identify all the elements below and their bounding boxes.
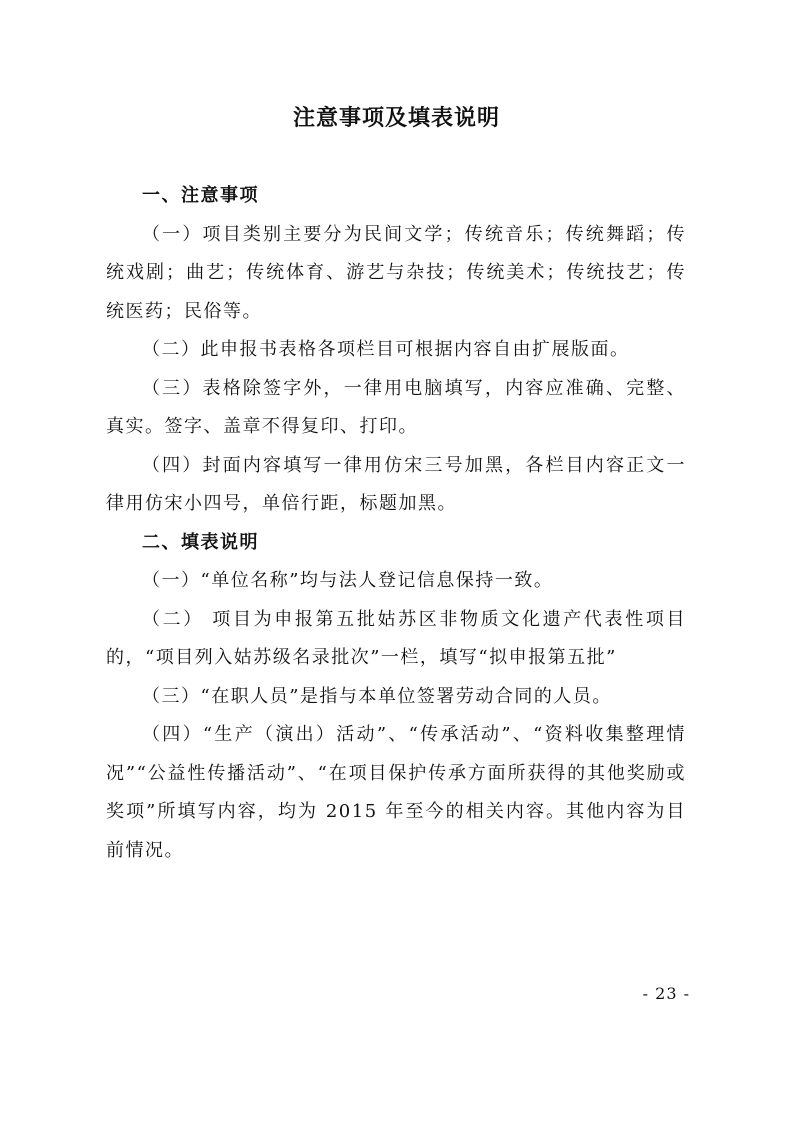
section-heading-instructions: 二、填表说明 bbox=[142, 531, 259, 553]
instructions-item-4: （四）“生产（演出）活动”、“传承活动”、“资料收集整理情况”“公益性传播活动”、“在项目保护传承方面所获得的其他奖励或奖项”所填写内容，均为 2015 年至今的相关内容。其他内容为目前情况。 bbox=[106, 724, 686, 861]
document-body bbox=[106, 177, 686, 870]
notes-item-2: （二）此申报书表格各项栏目可根据内容自由扩展版面。 bbox=[142, 339, 630, 360]
page-title: 注意事项及填表说明 bbox=[292, 105, 500, 131]
instructions-item-2: （二） 项目为申报第五批姑苏区非物质文化遗产代表性项目的，“项目列入姑苏级名录批次”一栏，填写“拟申报第五批” bbox=[106, 608, 686, 668]
notes-item-1: （一）项目类别主要分为民间文学；传统音乐；传统舞蹈；传统戏剧；曲艺；传统体育、游艺与杂技；传统美术；传统技艺；传统医药；民俗等。 bbox=[106, 223, 686, 322]
instructions-item-1: （一）“单位名称”均与法人登记信息保持一致。 bbox=[142, 570, 554, 591]
page-number: - 23 - bbox=[642, 984, 690, 1003]
instructions-item-3: （三）“在职人员”是指与本单位签署劳动合同的人员。 bbox=[142, 685, 612, 707]
section-heading-notes: 一、注意事项 bbox=[142, 185, 259, 206]
notes-item-4: （四）封面内容填写一律用仿宋三号加黑，各栏目内容正文一律用仿宋小四号，单倍行距，标题加黑。 bbox=[106, 454, 686, 514]
notes-item-3: （三）表格除签字外，一律用电脑填写，内容应准确、完整、真实。签字、盖章不得复印、打印。 bbox=[106, 377, 686, 437]
